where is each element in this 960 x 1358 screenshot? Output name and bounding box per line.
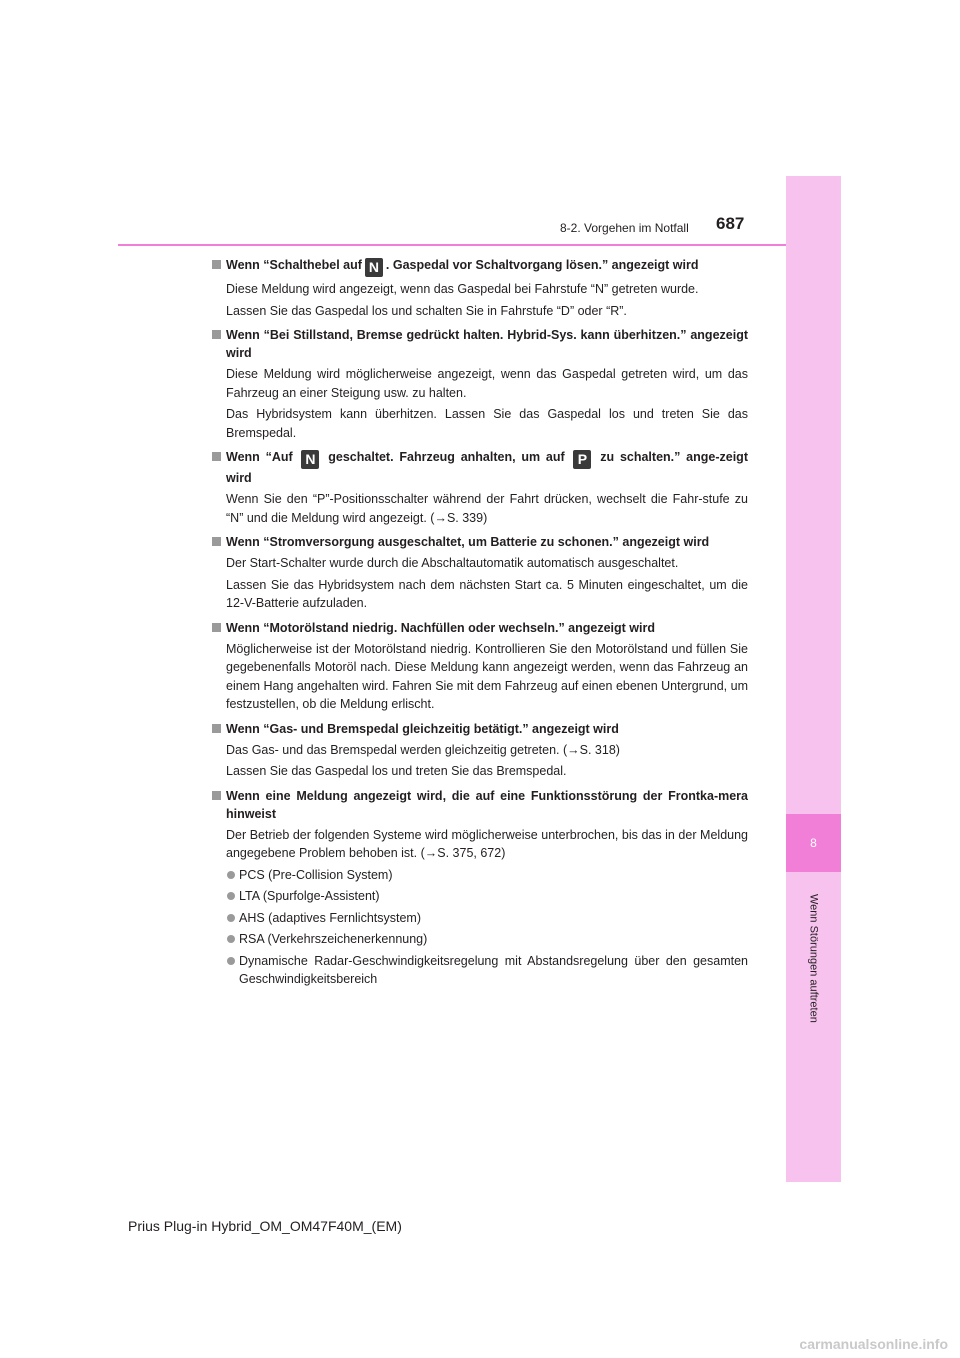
paragraph: Das Gas- und das Bremspedal werden gleichzeitig getreten. (→S. 318) — [226, 742, 620, 757]
section-heading: Wenn “Stromversorgung ausgeschaltet, um Batterie zu schonen.” angezeigt wird — [210, 533, 748, 551]
chapter-number: 8 — [810, 836, 817, 850]
section-heading: Wenn eine Meldung angezeigt wird, die auf eine Funktionsstörung der Frontka-mera hinweist — [210, 787, 748, 823]
list-item: PCS (Pre-Collision System) — [226, 866, 748, 885]
paragraph: Wenn Sie den “P”-Positionsschalter während der Fahrt drücken, wechselt die Fahr-stufe zu “N” und die Meldung wird angezeigt. (→S. 339) — [226, 492, 748, 525]
paragraph: Lassen Sie das Gaspedal los und schalten Sie in Fahrstufe “D” oder “R”. — [226, 303, 627, 318]
list-item: RSA (Verkehrszeichenerkennung) — [226, 930, 748, 949]
paragraph: Das Hybridsystem kann überhitzen. Lassen Sie das Gaspedal los und treten Sie das Bremspedal. — [226, 407, 748, 440]
list-item: LTA (Spurfolge-Assistent) — [226, 887, 748, 906]
section-heading: Wenn “Auf N geschaltet. Fahrzeug anhalten, um auf P zu schalten.” ange-zeigt wird — [210, 448, 748, 487]
section-heading: Wenn “Gas- und Bremspedal gleichzeitig betätigt.” angezeigt wird — [210, 720, 748, 738]
paragraph: Möglicherweise ist der Motorölstand niedrig. Kontrollieren Sie den Motorölstand und füllen Sie gegebenenfalls Motoröl nach. Diese Meldung kann angezeigt werden, wenn das Fahrzeug an einem Hang angehalten wird. Fahren Sie mit dem Fahrzeug auf einen ebenen Untergrund, um festzustellen, ob die Meldung erlischt. — [226, 641, 748, 711]
document-footer: Prius Plug-in Hybrid_OM_OM47F40M_(EM) — [128, 1218, 402, 1234]
p-position-key-icon: P — [573, 450, 591, 469]
chapter-number-badge — [786, 814, 841, 872]
chapter-label-box — [786, 878, 841, 1038]
section-title: 8-2. Vorgehen im Notfall — [560, 221, 689, 235]
section-heading: Wenn “Motorölstand niedrig. Nachfüllen oder wechseln.” angezeigt wird — [210, 619, 748, 637]
paragraph: Lassen Sie das Hybridsystem nach dem nächsten Start ca. 5 Minuten eingeschaltet, um die 12-V-Batterie aufzuladen. — [226, 577, 748, 610]
paragraph: Lassen Sie das Gaspedal los und treten Sie das Bremspedal. — [226, 764, 567, 778]
paragraph: Diese Meldung wird angezeigt, wenn das Gaspedal bei Fahrstufe “N” getreten wurde. — [226, 282, 699, 296]
list-item: AHS (adaptives Fernlichtsystem) — [226, 909, 748, 928]
n-position-key-icon: N — [365, 258, 383, 277]
paragraph: Diese Meldung wird möglicherweise angezeigt, wenn das Gaspedal getreten wird, um das Fahrzeug an einer Steigung usw. zu halten. — [226, 367, 748, 400]
section-heading: Wenn “Schalthebel auf N . Gaspedal vor Schaltvorgang lösen.” angezeigt wird — [210, 256, 748, 277]
chapter-label: Wenn Störungen auftreten — [807, 893, 820, 1023]
watermark: carmanualsonline.info — [799, 1336, 948, 1352]
n-position-key-icon: N — [301, 450, 319, 469]
paragraph: Der Start-Schalter wurde durch die Abschaltautomatik automatisch ausgeschaltet. — [226, 556, 679, 570]
section-heading: Wenn “Bei Stillstand, Bremse gedrückt halten. Hybrid-Sys. kann überhitzen.” angezeigt wird — [210, 326, 748, 362]
header-divider — [118, 244, 786, 246]
paragraph: Der Betrieb der folgenden Systeme wird möglicherweise unterbrochen, bis das in der Meldung angegebene Problem behoben ist. (→S. 375, 672) — [226, 827, 748, 860]
page-content — [210, 252, 748, 989]
list-item: Dynamische Radar-Geschwindigkeitsregelung mit Abstandsregelung über den gesamten Geschwindigkeitsbereich — [226, 952, 748, 989]
page-number: 687 — [716, 214, 745, 233]
